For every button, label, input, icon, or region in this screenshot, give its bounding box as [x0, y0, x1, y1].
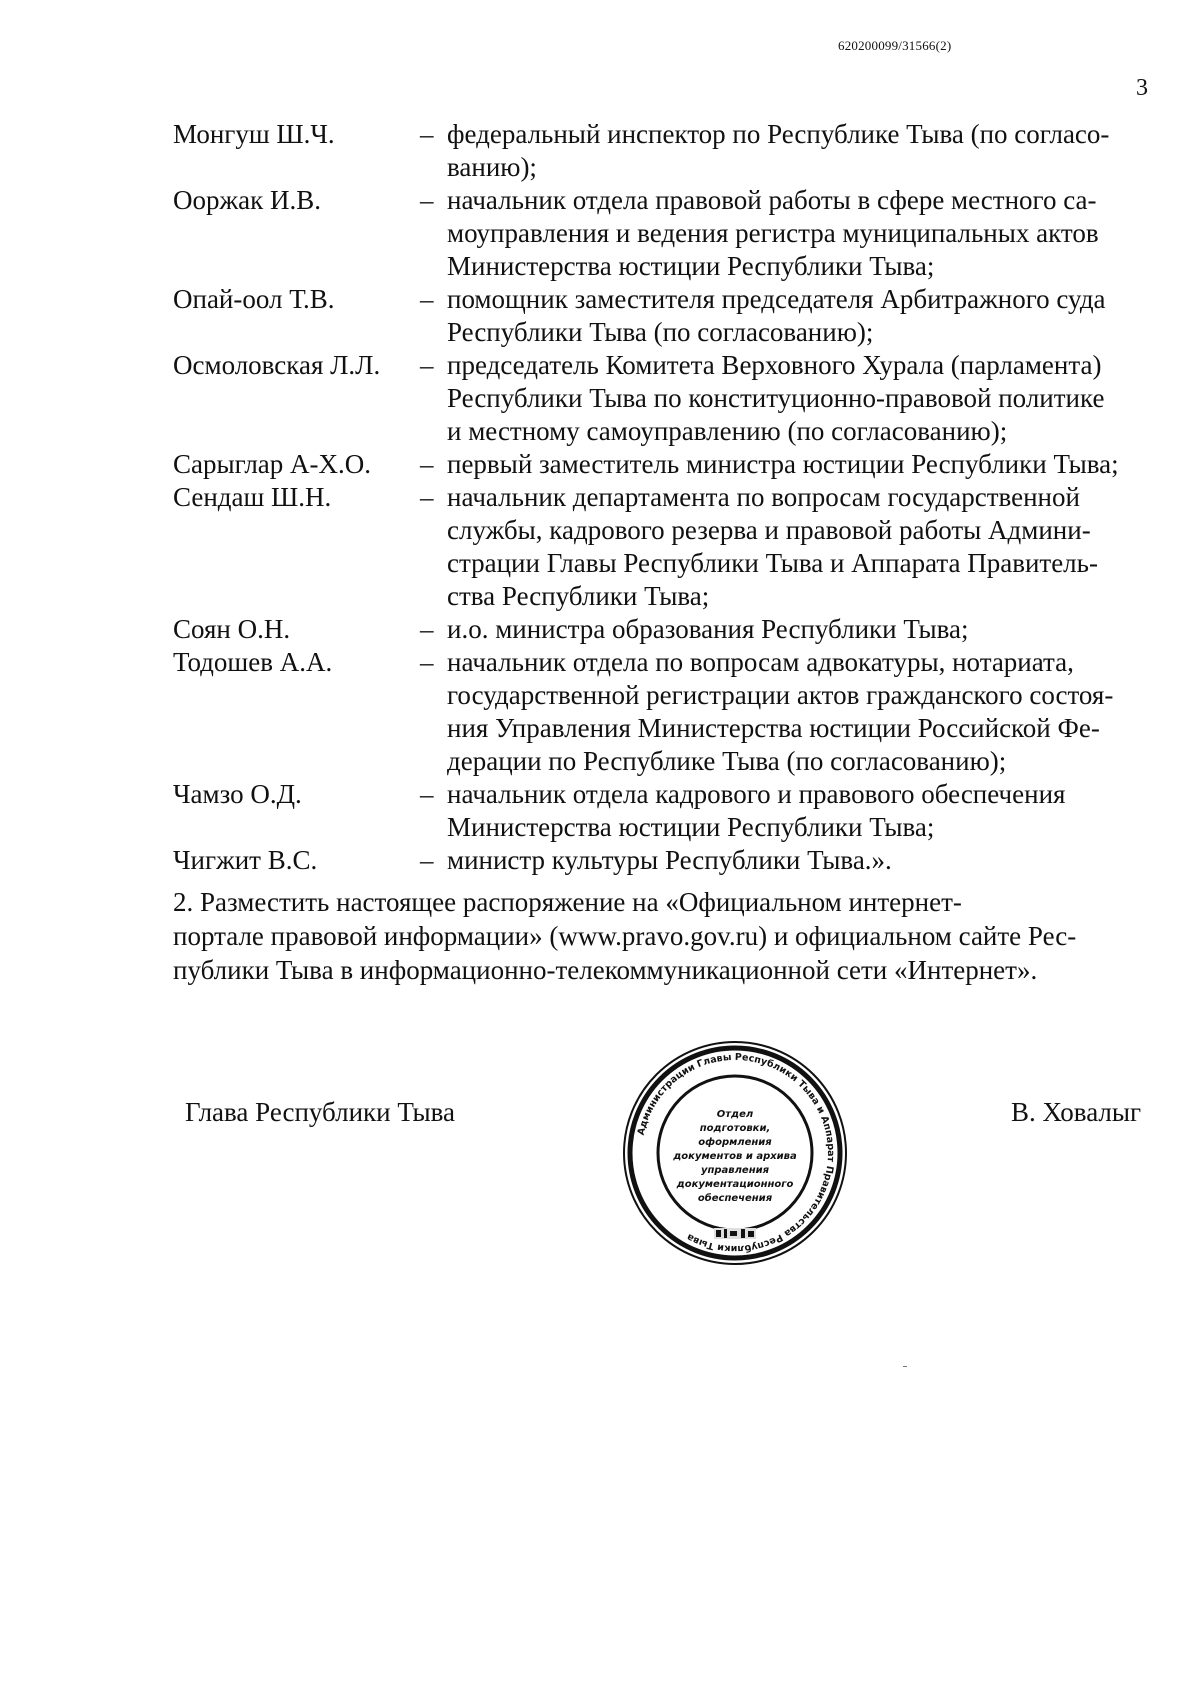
seal-outer-text: Администрации Главы Республики Тыва и Аппарат Правительства Республики Тыва — [635, 1051, 837, 1255]
member-row — [173, 844, 1168, 877]
member-role: начальник отдела по вопросам адвокатуры, нотариата, государственной регистрации актов гражданского состоя- ния Управления Министерства юстиции Российской Фе- дерации по Республике Тыва (по согласованию); — [447, 647, 1114, 776]
official-seal — [620, 1038, 850, 1268]
seal-inner-line: документов и архива — [673, 1151, 797, 1162]
member-dash: – — [420, 482, 434, 512]
seal-inner-line: подготовки, — [699, 1123, 771, 1134]
member-row — [173, 448, 1168, 481]
member-name: Монгуш Ш.Ч. — [173, 119, 335, 149]
member-row — [173, 349, 1168, 448]
member-role: первый заместитель министра юстиции Республики Тыва; — [447, 449, 1119, 479]
seal-inner-line: Отдел — [716, 1109, 754, 1120]
member-dash: – — [420, 779, 434, 809]
member-dash: – — [420, 185, 434, 215]
member-name: Осмоловская Л.Л. — [173, 350, 381, 380]
member-row — [173, 283, 1168, 349]
member-name: Тодошев А.А. — [173, 647, 333, 677]
member-role: председатель Комитета Верховного Хурала (парламента) Республики Тыва по конституционно-правовой политике и местному самоуправлению (по согласованию); — [447, 350, 1105, 446]
member-name: Сарыглар А-Х.О. — [173, 449, 372, 479]
document-code: 620200099/31566(2) — [838, 38, 952, 53]
member-name: Соян О.Н. — [173, 614, 291, 644]
member-name: Чамзо О.Д. — [173, 779, 302, 809]
member-role: и.о. министра образования Республики Тыва; — [447, 614, 969, 644]
seal-inner-line: документационного — [676, 1179, 794, 1190]
seal-inner-line: управления — [700, 1165, 770, 1176]
member-role: министр культуры Республики Тыва.». — [447, 845, 892, 875]
member-row — [173, 184, 1168, 283]
member-dash: – — [420, 647, 434, 677]
member-role: начальник отдела кадрового и правового обеспечения Министерства юстиции Республики Тыва; — [447, 779, 1066, 842]
scan-speck — [903, 1366, 907, 1367]
member-dash: – — [420, 284, 434, 314]
member-dash: – — [420, 350, 434, 380]
member-role: начальник отдела правовой работы в сфере местного са- моуправления и ведения регистра муниципальных актов Министерства юстиции Республики Тыва; — [447, 185, 1099, 281]
member-row — [173, 613, 1168, 646]
member-dash: – — [420, 614, 434, 644]
seal-emblem-mark — [714, 1228, 756, 1239]
commission-member-list — [173, 118, 1168, 877]
seal-graphic — [620, 1038, 850, 1268]
member-row — [173, 778, 1168, 844]
seal-inner-line: оформления — [698, 1137, 772, 1148]
seal-inner-line: обеспечения — [697, 1193, 773, 1204]
member-dash: – — [420, 449, 434, 479]
member-row — [173, 118, 1168, 184]
member-name: Ооржак И.В. — [173, 185, 322, 215]
signature-title: Глава Республики Тыва — [185, 1097, 456, 1127]
member-dash: – — [420, 845, 434, 875]
signature-name: В. Ховалыг — [1011, 1097, 1142, 1127]
publication-paragraph: 2. Разместить настоящее распоряжение на «Официальном интернет- портале правовой информации» (www.pravo.gov.ru) и официальном сайте Рес- публики Тыва в информационно-телекоммуникационной сети «Интернет». — [173, 887, 1077, 985]
member-role: помощник заместителя председателя Арбитражного суда Республики Тыва (по согласованию); — [447, 284, 1106, 347]
member-row — [173, 646, 1168, 778]
member-row — [173, 481, 1168, 613]
member-role: федеральный инспектор по Республике Тыва (по согласо- ванию); — [447, 119, 1110, 182]
seal-inner-text — [672, 1109, 797, 1204]
member-name: Опай-оол Т.В. — [173, 284, 335, 314]
member-name: Чигжит В.С. — [173, 845, 318, 875]
member-dash: – — [420, 119, 434, 149]
page-number: 3 — [1136, 75, 1148, 101]
member-role: начальник департамента по вопросам государственной службы, кадрового резерва и правовой работы Админи- страции Главы Республики Тыва и Аппарата Правитель- ства Республики Тыва; — [447, 482, 1098, 611]
member-name: Сендаш Ш.Н. — [173, 482, 332, 512]
